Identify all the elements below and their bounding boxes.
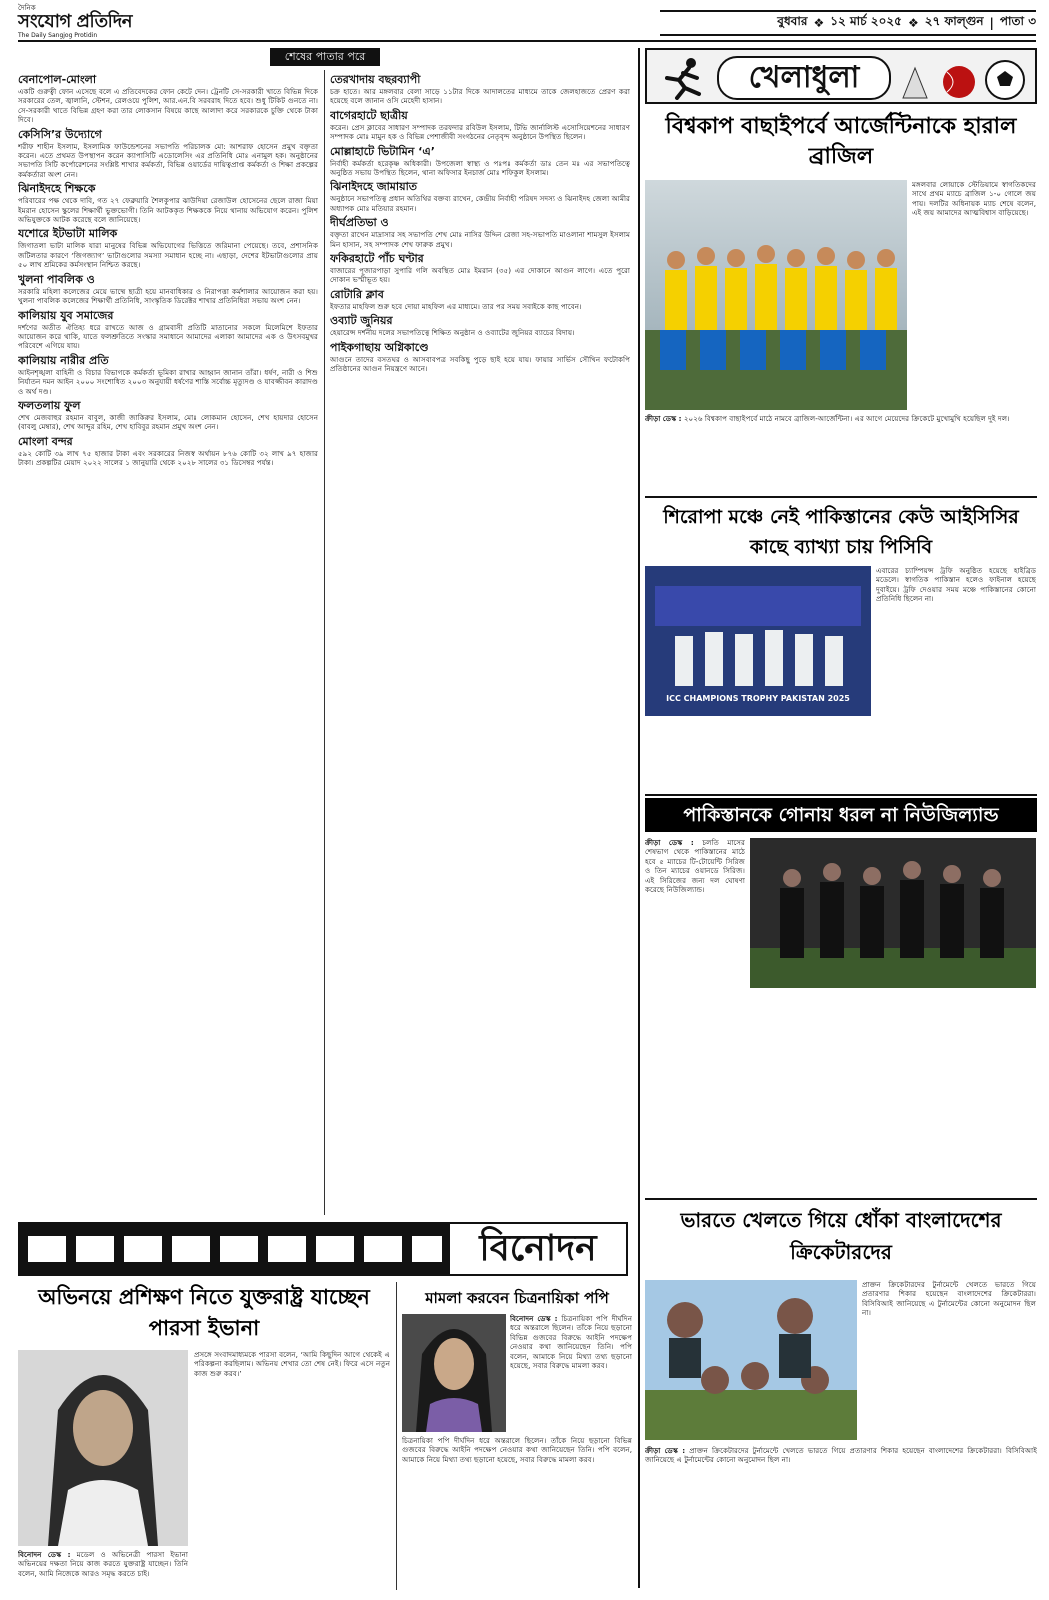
article-title: ঝিনাইদহে শিক্ষকে: [18, 182, 96, 196]
article: [18, 73, 318, 125]
sports-headline-4: ভারতে খেলতে গিয়ে ধোঁকা বাংলাদেশের ক্রিকেটারদের: [680, 1208, 1002, 1264]
article-title: মোংলা বন্দর: [18, 434, 73, 448]
article-title: কালিয়ায় নারীর প্রতি: [18, 353, 109, 367]
section-divider: [645, 496, 1037, 498]
article-body: অনুষ্ঠানে সভাপতিত্ব প্রধান অতিথির বক্তব্য রাখেন, কেন্দ্রীয় নির্বাহী পরিষদ সদস্য ও ঝিনাইদহ জেলা আমীর অধ্যাপক মোঃ মতিয়ার রহমান।: [330, 194, 630, 213]
article-title: যশোরে ইটভাটা মালিক: [18, 227, 118, 241]
article: [18, 227, 318, 269]
article-body: একটি গুরুত্বী ফোন এসেছে বলে এ প্রতিবেদকের ফোন কেটে দেন। ট্রেনটি সে-সরকারী খাতে বিভিন্ন দিকে সরকারের তেল, জ্বালানি, স্টেশন, রেলওয়ে পুলিশ, আর.এন.বি সরবরাহ দিতে হবে। শুধু টিকিট গুনতে না। সে-সরকারী খাতে বিভিন্ন গ্রহণ করা তার লোকসান বিষয়ে কাছে আলাদা করে সরকারকে চুক্তি থেকে টাকা দিবে।: [18, 87, 318, 125]
article-title: মোল্লাহাটে ভিটামিন ‘এ’: [330, 144, 435, 158]
article-body: করেন। প্রেস ক্লাবের সাধারণ সম্পাদক তরফদার রবিউল ইসলাম, টিভি জার্নালিস্ট এসোসিয়েশনের সাধারণ সম্পাদক মোঃ মামুন হক ও বিভিন্ন পেশাজীবী সংগঠনের নেতৃবৃন্দ অনুষ্ঠানে উপস্থিত ছিলেন।: [330, 122, 630, 142]
masthead-top: দৈনিক: [18, 4, 36, 12]
football-icon: [986, 61, 1024, 99]
article: [18, 399, 318, 432]
brazil-team-photo: [645, 180, 907, 410]
dateline-divider: |: [989, 16, 994, 30]
sports-story-4-side: [862, 1280, 1036, 1440]
sports-title: খেলাধুলা: [717, 56, 891, 100]
article-title: কালিয়ায় যুব সমাজের: [18, 308, 114, 322]
section-divider: [645, 1198, 1037, 1200]
column-divider: [324, 70, 325, 1215]
sports-banner: [645, 48, 1037, 104]
dateline-day: বুধবার: [777, 14, 808, 28]
photo-banner-text: ICC CHAMPIONS TROPHY PAKISTAN 2025: [666, 694, 850, 703]
sports-headline-2: শিরোপা মঞ্চে নেই পাকিস্তানের কেউ আইসিসির কাছে ব্যাখ্যা চায় পিসিবি: [663, 506, 1019, 558]
film-frame: [412, 1236, 442, 1262]
article-body: হেয়ারেন্স দর্শনীয় দলের সভাপতিত্বে শিক্ষিত অনুষ্ঠান ও ওব্যাটের জুনিয়র ব্যাচের বিদায়।: [330, 328, 575, 338]
film-strip: [18, 1222, 448, 1276]
article-label: ক্রীড়া ডেস্ক :: [645, 838, 694, 847]
popy-photo: [402, 1314, 506, 1432]
article-body: সরকারি মহিলা কলেজের মেয়ে ভাষ্মে ছাত্রী হয়ে মানবাধিকার ও নিরাপত্তা কর্মশালার আয়োজন করা হয়। খুলনা পাবলিক কলেজের শিক্ষার্থী প্রতিনিধি, সাংস্কৃতিক ডিরেক্টর শাখার প্রতিনিধিরা সভায় অংশ নেন।: [18, 286, 318, 306]
article-body: বাজারের পূজারপাড়া সুপারি গলি অবস্থিত মোঃ ইমরান (৩৫) এর দোকানে আগুন লাগে। এতে পুরো দোকান ভস্মীভূত হয়।: [330, 266, 630, 285]
article-body: দর্শণের অতীত ঐতিহ্য ধরে রাখতে আজ ও গ্রামবাসী প্রতিটি মাতানোর সকলে মিলেমিশে ইফতার আয়োজন করে থাকি, যাতে ফলশ্রুতিতে সংস্কার সমাধানে আমাদের এলাকা আমাদের এক ও উৎসবমুখর পরিবেশে এগিয়ে যায়।: [18, 322, 318, 351]
article: [18, 309, 318, 351]
runner-icon: [655, 56, 711, 100]
article-body: চিত্রনায়িকা পপি দীর্ঘদিন ধরে অন্তরালে ছিলেন। তাঁকে নিয়ে ছড়ানো বিভিন্ন গুজবের বিরুদ্ধে আইনি পদক্ষেপ নেওয়ার কথা জানিয়েছেন তিনি। পপি বলেন, আমাকে নিয়ে মিথ্যা তথ্য ছড়ানো হয়েছে, সবার বিরুদ্ধে মামলা করব।: [402, 1436, 632, 1464]
section-divider: [645, 794, 1037, 796]
film-frame: [364, 1236, 402, 1262]
article: [330, 288, 630, 311]
film-frame: [316, 1236, 354, 1262]
article-body: নির্বাহী কর্মকর্তা হরেকৃষ্ণ অধিকারী। উপজেলা স্বাস্থ্য ও পঃপঃ কর্মকর্তা ডাঃ তেন মঃ এর সভাপতিত্বে অনুষ্ঠিত সভায় উপস্থিত ছিলেন, থানা অফিসার ইনচার্জ মোঃ শফিকুল ইসলাম।: [330, 158, 630, 178]
champions-trophy-photo: [645, 566, 871, 716]
article-body: জিগাতলা ভাটা মালিক যারা মানুষের বিভিন্ন অভিযোগের ভিত্তিতে জরিমানা পেয়েছে। তবে, প্রশাসনিক জটিলতার কারণে ‘জিগজ্যাগ’ ভাটাগুলোর সমস্যা সমাধান হচ্ছে না। এছাড়া, দেশের ইটভাটাগুলোর প্রায় ৫০ লাখ শ্রমিকের কর্মসংস্থান নিশ্চিত করছে।: [18, 241, 318, 270]
middle-news-column: [330, 70, 630, 1215]
article-label: ক্রীড়া ডেস্ক :: [645, 414, 682, 423]
article: [330, 341, 630, 374]
dateline-sep-2: ❖: [907, 16, 919, 30]
sports-story-2-side: [876, 566, 1036, 716]
article: [18, 182, 318, 224]
sports-story-1-side: [912, 180, 1036, 410]
sports-headline-1: বিশ্বকাপ বাছাইপর্বে আর্জেন্টিনাকে হারাল ব্রাজিল: [665, 114, 1017, 169]
sports-balls: [897, 58, 1033, 102]
entertainment-story-2-side: [510, 1314, 632, 1432]
continued-banner: শেষের পাতার পরে: [270, 48, 380, 66]
article: [330, 73, 630, 106]
article-body: ২০২৬ বিশ্বকাপ বাছাইপর্বে মাঠে নামবে ব্রাজিল-আর্জেন্টিনা। এর আগে মেয়েদের ক্রিকেটে মুখোমুখি হয়েছিল দুই দল।: [683, 414, 1010, 423]
article: [18, 435, 318, 468]
article-body: মডেল ও অভিনেত্রী পারসা ইভানা অভিনয়ের দক্ষতা নিয়ে কাজ করতে যুক্তরাষ্ট্র যাচ্ছেন। তিনি বলেন, আমি নিজেকে আরও সমৃদ্ধ করতে চাই।: [18, 1550, 188, 1578]
article-body: বক্তৃতা রাখেন মাদ্রাসার সহ সভাপতি শেখ মোঃ নাসির উদ্দিন রেজা সহ-সভাপতি মাওলানা শামসুল ইসলাম মিন হাসান, সহ সম্পাদক শেখ ফারুক প্রমুখ।: [330, 230, 630, 249]
article-title: দীর্ঘপ্রতিভা ও: [330, 216, 389, 230]
article-label: বিনোদন ডেস্ক :: [18, 1550, 71, 1559]
article: [18, 128, 318, 180]
left-news-column: [18, 70, 318, 1215]
article-label: ক্রীড়া ডেস্ক :: [645, 1446, 686, 1455]
article: [330, 314, 630, 337]
bangladesh-cricketers-photo: [645, 1280, 857, 1440]
entertainment-story-1-caption: [18, 1550, 188, 1590]
article-body: ৫৯২ কোটি ৩৯ লাখ ৭৫ হাজার টাকা এবং সরকারের নিজস্ব অর্থায়ন ৮৭৬ কোটি ৩২ লাখ ৯৭ হাজার টাকা। প্রকল্পটির মেয়াদ ২০২২ সালের ১ জানুয়ারি থেকে ২০২৮ সালের ৩১ ডিসেম্বর পর্যন্ত।: [18, 448, 318, 468]
dateline-page: পাতা ৩: [999, 14, 1036, 28]
article-body: ইফতার মাহফিল শুরু হবে দোয়া মাহফিল এর মাধ্যমে। তার পর সময় সবাইকে কাছ পাবেন।: [330, 301, 582, 311]
film-frame: [28, 1236, 66, 1262]
article: [18, 273, 318, 306]
film-frame: [172, 1236, 210, 1262]
article-body: প্রসঙ্গে সংবাদমাধ্যমকে পারসা বলেন, ‘আমি কিছুদিন আগে থেকেই এ পরিকল্পনা করছিলাম। অভিনয় শেখার তো শেষ নেই। ফিরে এসে নতুন কাজ শুরু করব।’: [194, 1350, 390, 1378]
parsa-evana-photo: [18, 1350, 188, 1546]
entertainment-headline-2: মামলা করবেন চিত্রনায়িকা পপি: [402, 1286, 632, 1310]
article: [330, 252, 630, 285]
article-title: কেসিসি’র উদ্যোগে: [18, 127, 102, 141]
section-divider: [638, 48, 640, 1588]
article-title: ওব্যাট জুনিয়র: [330, 314, 393, 328]
article-title: ফকিরহাটে পাঁচ ঘণ্টার: [330, 252, 424, 266]
article: [18, 354, 318, 396]
cricket-ball-icon: [943, 66, 975, 98]
sports-story-4: [645, 1446, 1037, 1586]
article-title: ফলতলায় ফুল: [18, 398, 81, 412]
dateline-date: ১২ মার্চ ২০২৫: [830, 14, 902, 28]
article-title: খুলনা পাবলিক ও: [18, 272, 95, 286]
sports-headline-3: পাকিস্তানকে গোনায় ধরল না নিউজিল্যান্ড: [645, 798, 1037, 832]
shuttlecock-icon: [903, 68, 927, 98]
dateline-bangla-date: ২৭ ফাল্গুন: [924, 14, 984, 28]
article-body: এবারের চ্যাম্পিয়ন্স ট্রফি অনুষ্ঠিত হয়েছে হাইব্রিড মডেলে। স্বাগতিক পাকিস্তান হলেও ফাইনাল হয়েছে দুবাইয়ে। ট্রফি দেওয়ার সময় মঞ্চে পাকিস্তানের কোনো প্রতিনিধি ছিলেন না।: [876, 566, 1036, 604]
article: [330, 109, 630, 142]
article: [330, 216, 630, 249]
article-title: বাগেরহাটে ছাত্রীয়: [330, 108, 408, 122]
article-label: বিনোদন ডেস্ক :: [510, 1314, 558, 1323]
sports-story-1: [645, 414, 1037, 492]
article-body: চক্র হাতে। আর মঙ্গলবার বেলা সাড়ে ১১টার দিকে আদালতের মাধ্যমে তাকে জেলহাজতে প্রেরণ করা হয়েছে বলে জানান ওসি মেহেদী হাসান।: [330, 87, 630, 106]
film-frame: [220, 1236, 258, 1262]
masthead: [18, 4, 218, 38]
column-divider: [396, 1282, 397, 1590]
dateline-sep-1: ❖: [813, 16, 825, 30]
entertainment-story-1: [194, 1350, 390, 1590]
article-title: রোটারি ক্লাব: [330, 287, 384, 301]
film-frame: [268, 1236, 306, 1262]
article-title: বেনাপোল-মোংলা: [18, 73, 97, 86]
article: [330, 145, 630, 178]
article-title: পাইকগাছায় অগ্নিকাণ্ডে: [330, 340, 429, 354]
masthead-rule: [18, 40, 1036, 42]
article-body: প্রাক্তন ক্রিকেটারদের টুর্নামেন্টে খেলতে ভারতে গিয়ে প্রতারণার শিকার হয়েছেন বাংলাদেশের ক্রিকেটাররা। বিসিবিআই জানিয়েছে এ টুর্নামেন্টের কোনো অনুমোদন ছিল না।: [862, 1280, 1036, 1318]
article: [330, 180, 630, 213]
article-title: তেরখাদায় বছরব্যাপী: [330, 73, 421, 86]
article-body: প্রাক্তন ক্রিকেটারদের টুর্নামেন্টে খেলতে ভারতে গিয়ে প্রতারণার শিকার হয়েছেন বাংলাদেশের ক্রিকেটাররা। বিসিবিআই জানিয়েছে এ টুর্নামেন্টের কোনো অনুমোদন ছিল না।: [645, 1446, 1037, 1465]
entertainment-headline-1: অভিনয়ে প্রশিক্ষণ নিতে যুক্তরাষ্ট্র যাচ্ছেন পারসা ইভানা: [38, 1285, 370, 1340]
sports-story-3: [645, 838, 745, 988]
article-body: শেখ মেজবাহুর রহমান বাবুল, কাজী জাকিরুর ইসলাম, মোঃ লোকমান হোসেন, শেখ হায়দার হোসেন (বাবলু মেম্বার), শেখ আব্দুর রহিম, শেখ হাবিবুর রহমান প্রমুখ অংশ নেন।: [18, 412, 318, 432]
article-body: আইনশৃঙ্খলা বাহিনী ও বিচার বিভাগকে কর্মকর্তা ভূমিকা রাখার আহ্বান জানান তাঁরা। ধর্ষণ, নারী ও শিশু নির্যাতন দমন আইন ২০০০ সংশোধিত ২০০৩ অনুযায়ী ধর্ষণের শাস্তি সর্বোচ্চ মৃত্যুদণ্ড ও যাবজ্জীবন কারাদণ্ড ও অর্থ দণ্ড।: [18, 367, 318, 396]
entertainment-title: বিনোদন: [448, 1222, 628, 1276]
article-body: মঙ্গলবার লোয়াকে স্টেডিয়ামে স্বাগতিকদের সাথে প্রথম ম্যাচে ব্রাজিল ১-০ গোলে জয় পায়। দলটির অধিনায়ক ম্যাচ শেষে বলেন, এই জয় আমাদের আত্মবিশ্বাস বাড়িয়েছে।: [912, 180, 1036, 218]
article-body: আগুনে তাদের বসতঘর ও আসবাবপত্র সবকিছু পুড়ে ছাই হয়ে যায়। ফায়ার সার্ভিস সৌখিন ফটোকপি প্রতিষ্ঠানের আগুন নিয়ন্ত্রণে আনে।: [330, 354, 630, 374]
dateline: [660, 10, 1036, 36]
article-body: চলতি মাসের শেষভাগ থেকে পাকিস্তানের মাঠে হবে ৫ ম্যাচের টি-টোয়েন্টি সিরিজ ও তিন ম্যাচের ওয়ানডে সিরিজ। এই সিরিজের জন্য দল ঘোষণা করেছে নিউজিল্যান্ড।: [645, 838, 745, 895]
film-frame: [124, 1236, 162, 1262]
masthead-name: সংযোগ প্রতিদিন: [18, 11, 132, 32]
new-zealand-team-photo: [750, 838, 1036, 988]
film-frame: [76, 1236, 114, 1262]
article-title: ঝিনাইদহে জামায়াত: [330, 180, 418, 194]
masthead-english: The Daily Sangjog Protidin: [18, 32, 98, 39]
article-body: শরীফ শাহীন ইসলাম, ইসলামিক ফাউন্ডেশনের সভাপতি পরিচালক মো: আশরাফ হোসেন প্রমুখ বক্তৃতা করেন। এতে প্রথমত উপস্থাপন করেন ক্যাপাসিটি এডোলেসিং এর প্রতিনিধি মোঃ এনামুল হক। অনুষ্ঠানের সভাপতি সিটি কর্পোরেশনের সংশ্লিষ্ট শাখার কর্মকর্তা, বিভিন্ন ওয়ার্ডের দায়িত্বপ্রাপ্ত কর্মকর্তা ও শিক্ষা প্রকল্পের কর্মকর্তারা অংশ নেন।: [18, 141, 318, 179]
article-body: চিত্রনায়িকা পপি দীর্ঘদিন ধরে অন্তরালে ছিলেন। তাঁকে নিয়ে ছড়ানো বিভিন্ন গুজবের বিরুদ্ধে আইনি পদক্ষেপ নেওয়ার কথা জানিয়েছেন তিনি। পপি বলেন, আমাকে নিয়ে মিথ্যা তথ্য ছড়ানো হয়েছে, সবার বিরুদ্ধে মামলা করব।: [510, 1314, 632, 1371]
article-body: পরিবারের পক্ষ থেকে দাবি, গত ২৭ ফেব্রুয়ারি শৈলকুপার ঝাউদিয়া রেজাউল হোসেনের ছেলে রাজা মিয়া ইমরান হোসেন স্কুলের শিক্ষার্থী ভুক্তভোগী। তিনি আটককৃত শিক্ষককে নিয়ে থানায় অভিযোগ করেন। পুলিশ অভিযুক্তকে আটক করেছে বলে জানিয়েছে।: [18, 196, 318, 225]
entertainment-story-2: [402, 1436, 632, 1590]
